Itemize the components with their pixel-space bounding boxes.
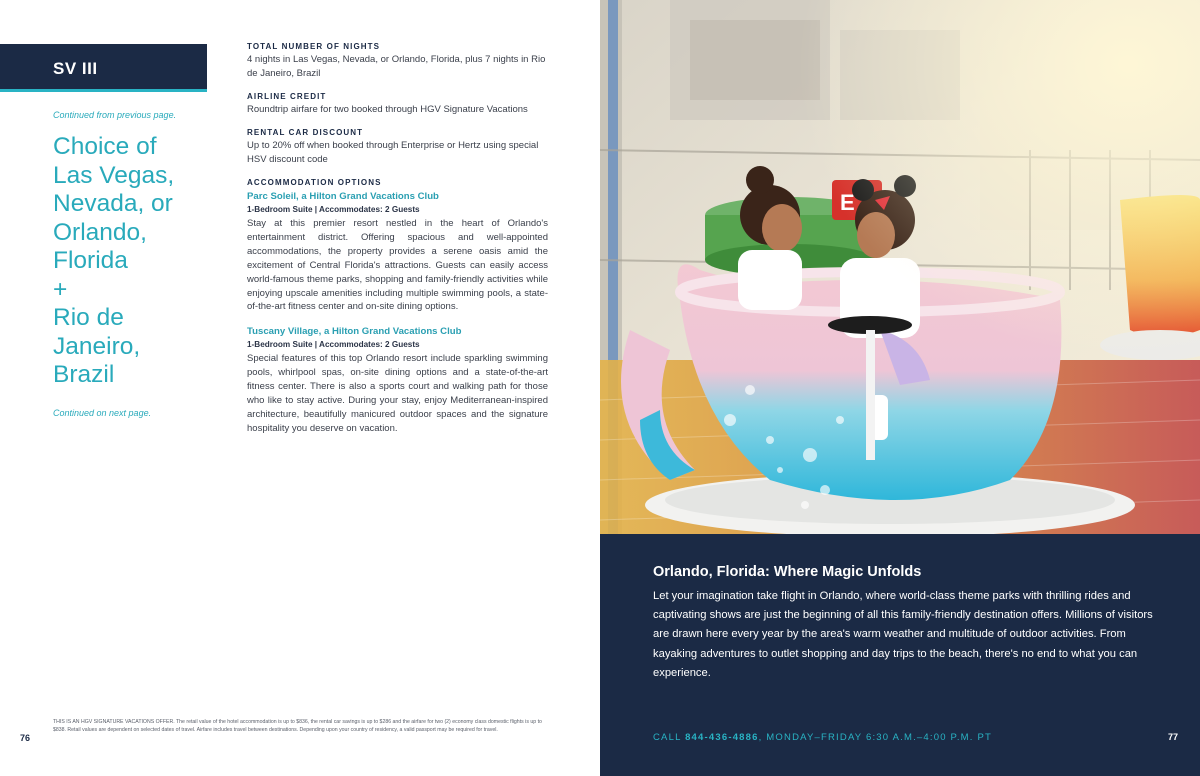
phone-number: 844-436-4886 xyxy=(685,732,759,743)
resort-option xyxy=(247,326,548,435)
title-line: Rio de xyxy=(53,304,124,331)
title-line: Brazil xyxy=(53,361,115,388)
continued-on-note: Continued on next page. xyxy=(53,408,152,418)
call-hours: , MONDAY–FRIDAY 6:30 A.M.–4:00 P.M. PT xyxy=(758,732,993,743)
call-line xyxy=(653,732,992,743)
resort-description: Special features of this top Orlando resort include sparkling swimming pools, whirlpool spas, on-site dining options and a state-of-the-art fitness center. There is also a sports court and walking path for those who like to stay active. During your stay, enjoy Mediterranean-inspired architecture, beautifully manicured outdoor spaces and the signature hospitality you deserve on vacation. xyxy=(247,353,548,434)
continued-from-note: Continued from previous page. xyxy=(53,110,177,120)
rental-section xyxy=(247,128,548,167)
title-line: Choice of xyxy=(53,133,157,160)
resort-meta: 1-Bedroom Suite | Accommodates: 2 Guests xyxy=(247,205,420,214)
section-body: Roundtrip airfare for two booked through HGV Signature Vacations xyxy=(247,104,528,115)
resort-option xyxy=(247,191,548,314)
package-details xyxy=(247,42,548,448)
call-prefix: CALL xyxy=(653,732,686,743)
page-number: 77 xyxy=(1168,732,1179,742)
page-number: 76 xyxy=(20,733,31,743)
caption-title: Orlando, Florida: Where Magic Unfolds xyxy=(653,564,922,580)
destination-title xyxy=(53,133,213,390)
section-body: 4 nights in Las Vegas, Nevada, or Orlando, Florida, plus 7 nights in Rio de Janeiro, Brazil xyxy=(247,54,546,79)
right-page xyxy=(600,0,1200,776)
caption-text: Let your imagination take flight in Orlando, where world-class theme parks with thrilling rides and captivating shows are just the beginning of all this family-friendly destination offers. Millions of visitors are drawn here every year by the area's warm weather and multitude of outdoor activities. From kayaking adventures to outlet shopping and day trips to the beach, there's no end to what you can experience. xyxy=(653,590,1153,679)
resort-name: Tuscany Village, a Hilton Grand Vacations Club xyxy=(247,326,462,338)
title-line: Nevada, or xyxy=(53,190,173,217)
resort-description: Stay at this premier resort nestled in the heart of Orlando's entertainment district. Offering spacious and well-appointed accommodations, the property provides a serene oasis amid the excitement of Central Florida's attractions. Guests can easily access world-famous theme parks, shopping and family-friendly activities while enjoying upscale amenities including multiple swimming pools, a state-of-the-art fitness center and on-site dining options. xyxy=(247,218,548,313)
section-heading: TOTAL NUMBER OF NIGHTS xyxy=(247,42,381,51)
resort-name: Parc Soleil, a Hilton Grand Vacations Club xyxy=(247,191,439,202)
teacup-ride-photo xyxy=(600,0,1200,534)
section-heading: ACCOMMODATION OPTIONS xyxy=(247,178,382,187)
section-body: Up to 20% off when booked through Enterprise or Hertz using special HSV discount code xyxy=(247,140,539,165)
title-line: Orlando, xyxy=(53,218,147,246)
section-heading: RENTAL CAR DISCOUNT xyxy=(247,128,364,137)
disclaimer: THIS IS AN HGV SIGNATURE VACATIONS OFFER. The retail value of the hotel accommodation is up to $836, the rental car savings is up to $286 and the airfare for two (2) economy class domestic flights is up to $838. Retail values are dependent on selected dates of travel. Airfare includes travel between destinations. Depending upon your country of residency, a valid passport may be required for travel. xyxy=(53,719,542,733)
nights-section xyxy=(247,42,548,81)
airline-section xyxy=(247,92,548,117)
section-band xyxy=(0,44,207,92)
title-line: + xyxy=(53,275,68,303)
accommodation-section xyxy=(247,178,548,436)
photo-illustration xyxy=(600,0,1200,534)
title-line: Las Vegas, xyxy=(53,161,175,189)
title-line: Florida xyxy=(53,247,128,274)
section-heading: AIRLINE CREDIT xyxy=(247,92,327,101)
resort-meta: 1-Bedroom Suite | Accommodates: 2 Guests xyxy=(247,340,420,350)
title-line: Janeiro, xyxy=(53,332,141,360)
section-label: SV III xyxy=(53,59,98,78)
